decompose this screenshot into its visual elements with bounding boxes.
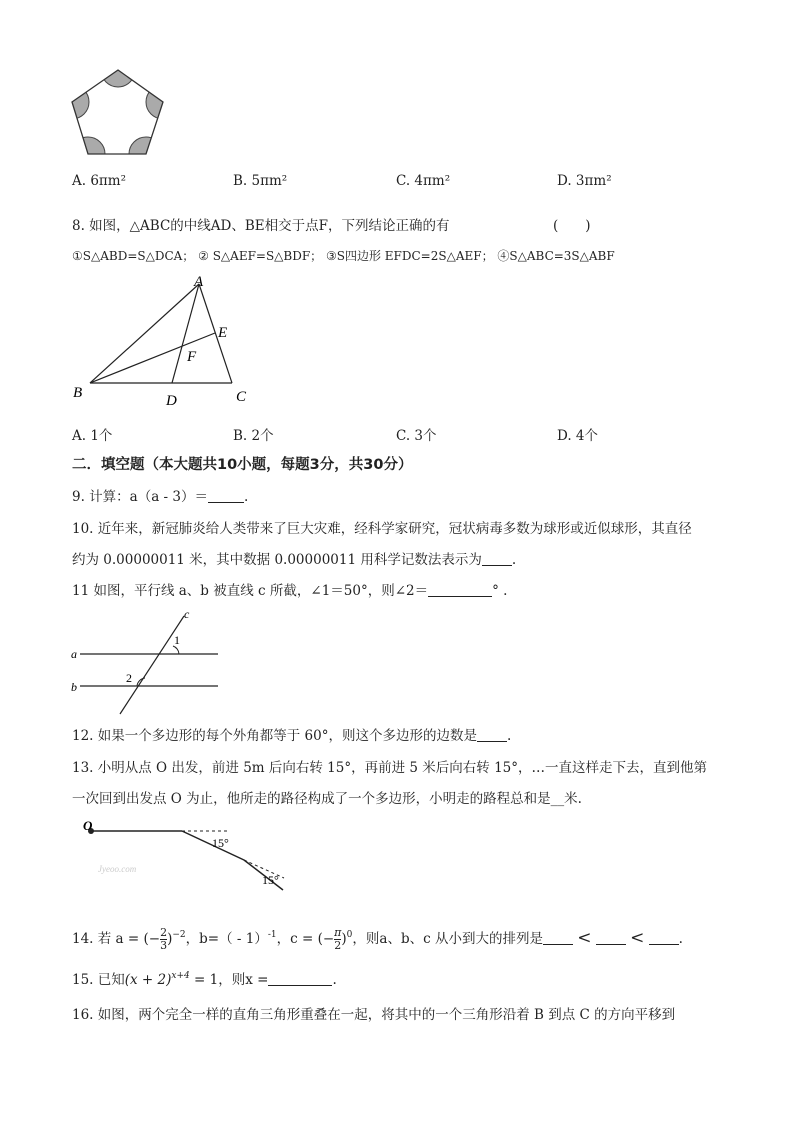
q15-end: .: [332, 972, 337, 988]
walking-path-figure: [78, 816, 288, 892]
angle-2-label: 2: [126, 671, 132, 685]
q9-answer-blank[interactable]: [208, 490, 244, 503]
q14-mid1: ，b=（ - 1）: [185, 931, 268, 947]
q10-text: 约为 0.00000011 米，其中数据 0.00000011 用科学记数法表示为: [72, 552, 482, 568]
q7-option-d: D. 3πm²: [557, 173, 612, 189]
q14-answer-blank-3[interactable]: [649, 932, 679, 945]
q15-exp: x+4: [171, 971, 190, 981]
q10-line1: 10. 近年来，新冠肺炎给人类带来了巨大灾难，经科学家研究，冠状病毒多数为球形或近似球形，其直径: [72, 521, 692, 537]
q8-question: 8. 如图，△ABC的中线AD、BE相交于点F，下列结论正确的有: [72, 218, 450, 234]
q10-line2: [72, 548, 516, 568]
parallel-lines-figure: [66, 606, 226, 718]
q8-statement-2: ② S△AEF=S△BDF；: [198, 249, 323, 263]
label-e: E: [218, 325, 228, 341]
q8-bracket: ( ): [553, 218, 591, 234]
frac2-denominator: 2: [334, 939, 342, 952]
triangle-abc-figure: [66, 270, 266, 410]
q9-end: .: [244, 489, 249, 505]
q8-statement-1: ①S△ABD=S△DCA；: [72, 249, 195, 263]
q7-option-b: B. 5πm²: [233, 173, 288, 189]
q16-question: 16. 如图，两个完全一样的直角三角形重叠在一起，将其中的一个三角形沿着 B 到点 C 的方向平移到: [72, 1007, 676, 1023]
q8-statement-4: ④S△ABC=3S△ABF: [497, 249, 615, 263]
q10-end: .: [511, 552, 517, 568]
q11-text: 11 如图，平行线 a、b 被直线 c 所截，∠1＝50°，则∠2＝: [72, 583, 429, 599]
frac2-numerator: π: [334, 926, 342, 939]
label-a: A: [194, 274, 204, 290]
q14-mid2: ，c = (−: [276, 931, 335, 947]
q8-option-d: D. 4个: [557, 428, 599, 444]
q12-answer-blank[interactable]: [477, 729, 507, 742]
q8-option-b: B. 2个: [233, 428, 274, 444]
q14-end: .: [678, 931, 683, 947]
frac1-denominator: 3: [160, 939, 168, 952]
q14-question: 14. 若 a = (− $\frac{2}{3}$ )$^{-2}$，b=（ - 1）$^{-1}$，c = (− $\frac{\pi}{2}$ )$^0$，则a、b、c 从小到大的排列是 < < .: [72, 926, 683, 952]
q14-less-than-1: <: [577, 928, 592, 948]
line-c-label: c: [184, 607, 190, 621]
q14-fraction-1: [160, 927, 167, 952]
angle-1-label: 1: [174, 633, 180, 647]
turn-angle-1: 15°: [212, 836, 229, 850]
q11-end: ° .: [492, 583, 508, 599]
q11-question: [72, 579, 507, 599]
q9-question: [72, 485, 248, 505]
q14-exp1: −2: [172, 930, 186, 940]
q14-suffix: ，则a、b、c 从小到大的排列是: [352, 931, 543, 947]
q8-option-c: C. 3个: [396, 428, 437, 444]
q14-answer-blank-1[interactable]: [543, 932, 573, 945]
q14-exp2: -1: [267, 930, 277, 940]
q14-exp3: 0: [346, 930, 353, 940]
q12-end: .: [506, 728, 512, 744]
q14-answer-blank-2[interactable]: [596, 932, 626, 945]
q15-question: [72, 968, 337, 988]
q13-line1: 13. 小明从点 O 出发，前进 5m 后向右转 15°，再前进 5 米后向右转 15°，…一直这样走下去，直到他第: [72, 760, 707, 776]
watermark: Jyeoo.com: [98, 864, 137, 874]
q15-base: (x + 2): [124, 972, 172, 988]
q14-prefix: 14. 若 a = (−: [72, 931, 161, 947]
q12-question: [72, 724, 511, 744]
q15-mid: = 1，则x =: [189, 972, 269, 988]
q10-answer-blank[interactable]: [482, 553, 512, 566]
turn-angle-2: 15°: [262, 873, 279, 887]
q7-option-a: A. 6πm²: [72, 173, 127, 189]
q9-text: 9. 计算：a（a - 3）＝: [72, 489, 209, 505]
label-c: C: [236, 389, 247, 405]
q14-fraction-2: [334, 927, 341, 952]
label-d: D: [166, 393, 177, 409]
line-a-label: a: [71, 647, 77, 661]
section-heading-fill-in: 二．填空题（本大题共10小题，每题3分，共30分）: [72, 457, 413, 473]
q8-statements: [72, 247, 615, 264]
pentagon-figure: [66, 66, 170, 162]
q7-option-c: C. 4πm²: [396, 173, 451, 189]
line-b-label: b: [71, 680, 77, 694]
q13-line2: 一次回到出发点 O 为止，他所走的路径构成了一个多边形，小明走的路程总和是__米.: [72, 791, 582, 807]
label-f: F: [187, 349, 197, 365]
point-o-label: O: [83, 818, 93, 833]
q8-option-a: A. 1个: [72, 428, 113, 444]
q15-answer-blank[interactable]: [268, 973, 332, 986]
q15-prefix: 15. 已知: [72, 972, 125, 988]
q14-less-than-2: <: [630, 928, 645, 948]
label-b: B: [73, 385, 83, 401]
q8-statement-3: ③S四边形 EFDC=2S△AEF；: [326, 249, 494, 263]
frac1-numerator: 2: [160, 926, 168, 939]
q11-answer-blank[interactable]: [428, 584, 492, 597]
q12-text: 12. 如果一个多边形的每个外角都等于 60°，则这个多边形的边数是: [72, 728, 477, 744]
